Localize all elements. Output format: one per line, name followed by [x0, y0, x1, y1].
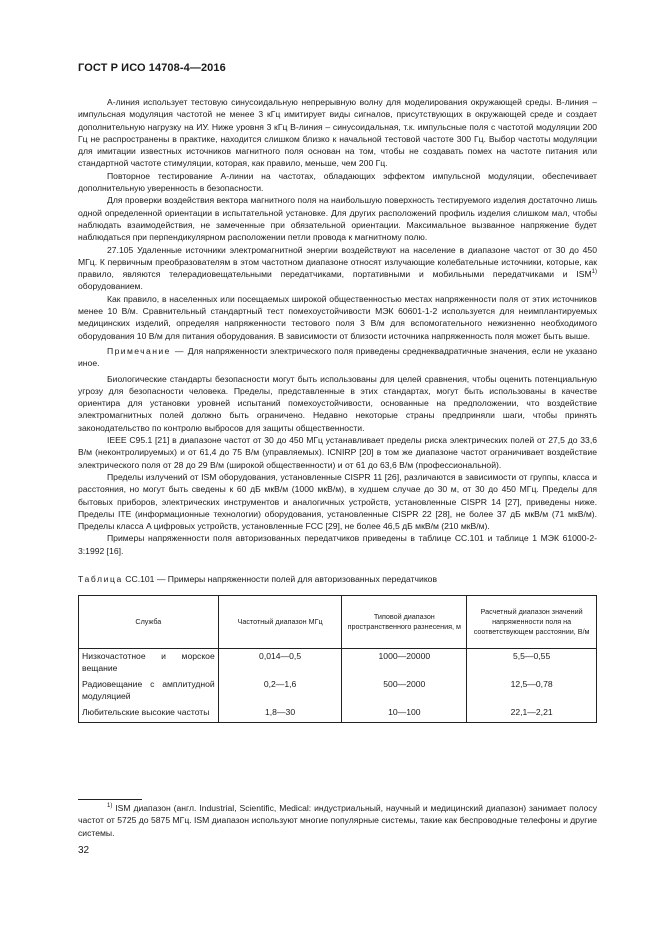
transmitter-table: [78, 595, 597, 723]
footnote-ref: 1): [591, 269, 597, 276]
table-caption-text: CC.101 — Примеры напряженности полей для авторизованных передатчиков: [122, 573, 438, 584]
paragraph-examples: Примеры напряженности поля авторизованных передатчиков приведены в таблице CC.101 и таблице 1 МЭК 61000-2-3:1992 [16].: [78, 533, 597, 556]
paragraph-retest: Повторное тестирование A-линии на частотах, обладающих эффектом импульсной модуляции, обеспечивает дополнительную уверенность в безопасности.: [78, 170, 597, 194]
header-frequency: Частотный диапазон МГц: [218, 595, 342, 648]
cell-field-strength: 5,5—0,55: [467, 648, 597, 677]
table-caption: [78, 573, 597, 585]
table-row: [79, 705, 597, 722]
paragraph-27-105: [78, 244, 597, 293]
paragraph-ieee: IEEE C95.1 [21] в диапазоне частот от 30 до 450 МГц устанавливает пределы риска электрических полей от 27,5 до 33,6 В/м (неконтролируемых) и от 61,4 до 75 В/м (управляемых). ICNIRP [20] в том же диапазоне частот ограничивает воздействие электрического поля от 28 до 29 В/м (широкой общественности) и от 61 до 63,6 В/м (профессиональной).: [78, 435, 597, 470]
note-text: Для напряженности электрического поля приведены среднеквадратичные значения, если не указано иное.: [78, 345, 597, 369]
paragraph-orientation: Для проверки воздействия вектора магнитного поля на наибольшую поверхность тестируемого изделия достаточно лишь одной определенной ориентации в испытательной установке. Для других расположений профиль изделия слишком мал, чтобы наблюдать взаимодействия, не замеченные при обязательной ориентации. Максимальное вызванное напряжение будет наблюдаться при перпендикулярном расположении петли провода к магнитному полю.: [78, 195, 597, 243]
header-distance: Типовой диапазон пространственного разнесения, м: [342, 595, 467, 648]
note: [78, 345, 597, 370]
document-header: ГОСТ Р ИСО 14708-4—2016: [78, 62, 226, 74]
footnote: [78, 802, 597, 839]
paragraph-a-line: A-линия использует тестовую синусоидальную непрерывную волну для моделирования окружающей среды. B-линия – импульсная модуляция частотой не менее 3 кГц имитирует виды сигналов, присутствующих в окружающей среде и создает дополнительную нагрузку на ИУ. Ниже уровня 3 кГц B-линия – синусоидальная, т.к. импульсные поля с частотой модуляции 200 Гц не распространены в практике, находится слишком близко к начальной тестовой частоте 300 Гц. Выбор частоты модуляции для имитации известных источников магнитного поля основан на том, чтобы не создавать помех на частоте питания или стандартной частоте стимуляции, которая, как правило, меньше, чем 200 Гц.: [78, 97, 597, 169]
header-service: Служба: [79, 595, 219, 648]
cell-service: Низкочастотное и морское вещание: [79, 648, 219, 677]
page-number: 32: [78, 845, 90, 856]
cell-field-strength: 22,1—2,21: [467, 705, 597, 722]
cell-service: Любительские высокие частоты: [79, 705, 219, 722]
main-content: [78, 96, 597, 723]
table-header-row: [79, 595, 597, 648]
note-label: Примечание —: [107, 345, 185, 356]
table-row: [79, 677, 597, 705]
footnote-divider: [78, 799, 142, 800]
footnote-text: ISM диапазон (англ. Industrial, Scientific, Medical: индустриальный, научный и медицинский диапазон) занимает полосу частот от 5725 до 5875 МГц. ISM диапазон используют многие популярные системы, такие как беспроводные телефоны и другие системы.: [78, 803, 597, 838]
paragraph-27-105-end: оборудованием.: [78, 281, 143, 292]
cell-service: Радиовещание с амплитудной модуляцией: [79, 677, 219, 705]
cell-distance: 500—2000: [342, 677, 467, 705]
header-field-strength: Расчетный диапазон значений напряженности поля на соответствующем расстоянии, В/м: [467, 595, 597, 648]
paragraph-27-105-text: 27.105 Удаленные источники электромагнитной энергии воздействуют на население в диапазоне частот от 30 до 450 МГц. К первичным преобразователям в этом частотном диапазоне относят излучающие колебательные источники, которые, как правило, являются телерадиовещательными передатчиками, портативными и мобильными передатчиками и ISM: [78, 244, 597, 280]
paragraph-field-strength: Как правило, в населенных или посещаемых широкой общественностью местах напряженности поля от этих источников менее 10 В/м. Сравнительный стандартный тест помехоустойчивости МЭК 60601-1-2 используется для неимплантируемых медицинских изделий, определяя напряженности тестового поля 3 В/м для вспомогательного нежизненно необходимого оборудования 10 В/м для питания оборудования. В зависимости от близости источника напряженность поля может быть выше.: [78, 293, 597, 341]
paragraph-bio-standards: Биологические стандарты безопасности могут быть использованы для целей сравнения, чтобы оценить потенциальную угрозу для безопасности человека. Пределы, представленные в этих стандартах, могут быть использованы в качестве ориентира для установки уровней испытаний помехоустойчивости, основанные на предположении, что воздействие электромагнитных полей должно быть ограничено. Недавно некоторые страны предприняли шаги, чтобы принять законодательство по контролю выбросов для защиты общественности.: [78, 373, 597, 433]
cell-frequency: 0,014—0,5: [218, 648, 342, 677]
cell-field-strength: 12,5—0,78: [467, 677, 597, 705]
table-row: [79, 648, 597, 677]
footnote-paragraph: [78, 802, 597, 839]
table-caption-label: Таблица: [78, 573, 123, 584]
paragraph-ism-limits: Пределы излучений от ISM оборудования, установленные CISPR 11 [26], различаются в зависимости от группы, класса и расстояния, но могут быть сведены к 60 дБ мкВ/м (1000 мкВ/м), в худшем случае до 30 м, от 30 до 450 МГц. Пределы для бытовых приборов, электрических инструментов и аналогичных устройств, установленные CISPR 14 [27], приведены ниже. Пределы ITE (информационные технологии) оборудования, установленные CISPR 22 [28], не более 37 дБ мкВ/м (71 мкВ/м). Пределы класса A цифровых устройств, установленные FCC [29], не более 46,5 дБ мкВ/м (210 мкВ/м).: [78, 471, 597, 532]
footnote-marker: 1): [107, 803, 113, 810]
cell-frequency: 0,2—1,6: [218, 677, 342, 705]
cell-distance: 1000—20000: [342, 648, 467, 677]
cell-distance: 10—100: [342, 705, 467, 722]
cell-frequency: 1,8—30: [218, 705, 342, 722]
